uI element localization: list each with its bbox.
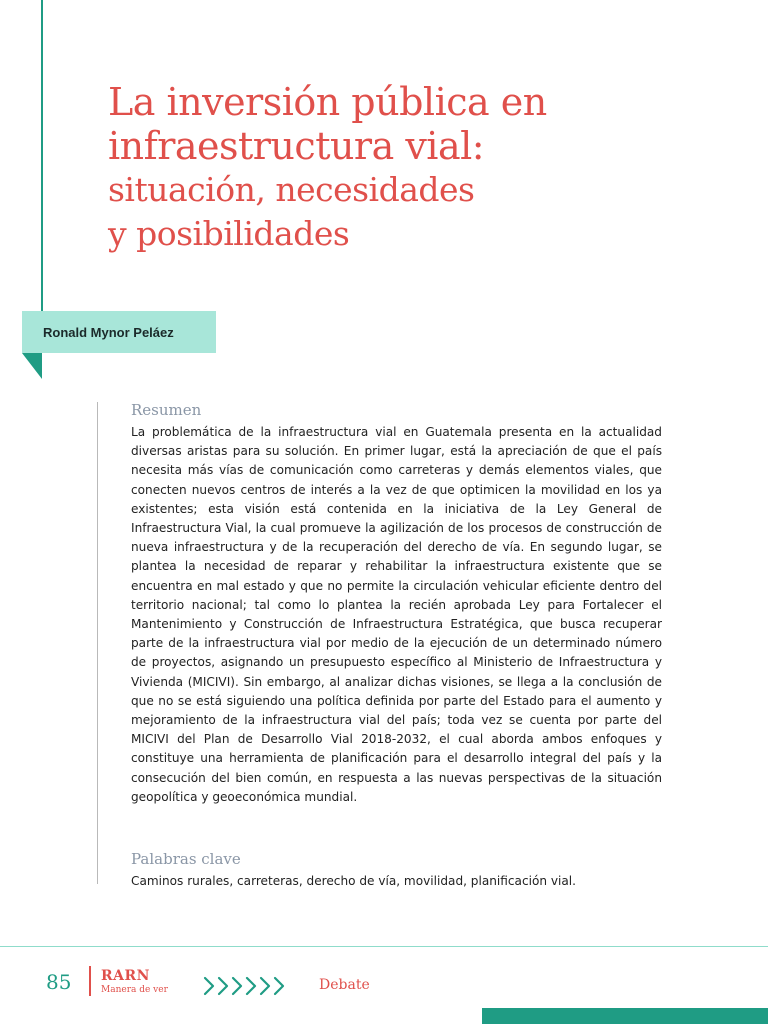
abstract-text: La problemática de la infraestructura vial en Guatemala presenta en la actualidad diversas aristas para su solución. En primer lugar, está la apreciación de que el país necesita más vías de comunicación como carreteras y demás elementos viales, que conecten nuevos centros de interés a la vez de que optimicen la movilidad en los ya existentes; esta visión está contenida en la iniciativa de la Ley General de Infraestructura Vial, la cual promueve la agilización de los procesos de construcción de nueva infraestructura y de la recuperación del derecho de vía. En segundo lugar, se plantea la necesidad de reparar y rehabilitar la infraestructura existente que se encuentra en mal estado y que no permite la circulación vehicular eficiente dentro del territorio nacional; tal como lo plantea la recién aprobada Ley para Fortalecer el Mantenimiento y Construcción de Infraestructura Estratégica, que busca recuperar parte de la infraestructura vial por medio de la ejecución de un determinado número de proyectos, asignando un presupuesto específico al Ministerio de Infraestructura y Vivienda (MICIVI). Sin embargo, al analizar dichas visiones, se llega a la conclusión de que no se está siguiendo una política definida por parte del Estado para el aumento y mejoramiento de la infraestructura vial del país; toda vez se cuenta por parte del MICIVI del Plan de Desarrollo Vial 2018-2032, el cual aborda ambos enfoques y constituye una herramienta de planificación para el desarrollo integral del país y la consecución del bien común, en respuesta a las nuevas perspectivas de la situación geopolítica y geoeconómica mundial. [131,425,662,804]
abstract-rule [97,402,98,884]
author-box [22,311,216,353]
footer-separator [89,966,91,996]
keywords-heading: Palabras clave [131,850,241,868]
footer-divider [0,946,768,947]
footer-accent-bar [482,1008,768,1024]
title-line-1: La inversión pública en [108,80,547,124]
author-box-tab [22,353,42,379]
section-label: Debate [319,977,370,993]
abstract-heading: Resumen [131,401,202,419]
page-number: 85 [46,970,72,994]
title-line-4: y posibilidades [108,214,350,253]
author-name: Ronald Mynor Peláez [43,324,174,340]
keywords-text: Caminos rurales, carreteras, derecho de vía, movilidad, planificación vial. [131,874,577,888]
left-accent-line [41,0,43,313]
title-line-2: infraestructura vial: [108,124,485,168]
chevrons-right-icon [203,975,289,997]
article-title [108,80,728,256]
journal-brand-subtitle: Manera de ver [101,985,168,995]
journal-brand: RARN [101,968,150,984]
title-line-3: situación, necesidades [108,170,475,209]
